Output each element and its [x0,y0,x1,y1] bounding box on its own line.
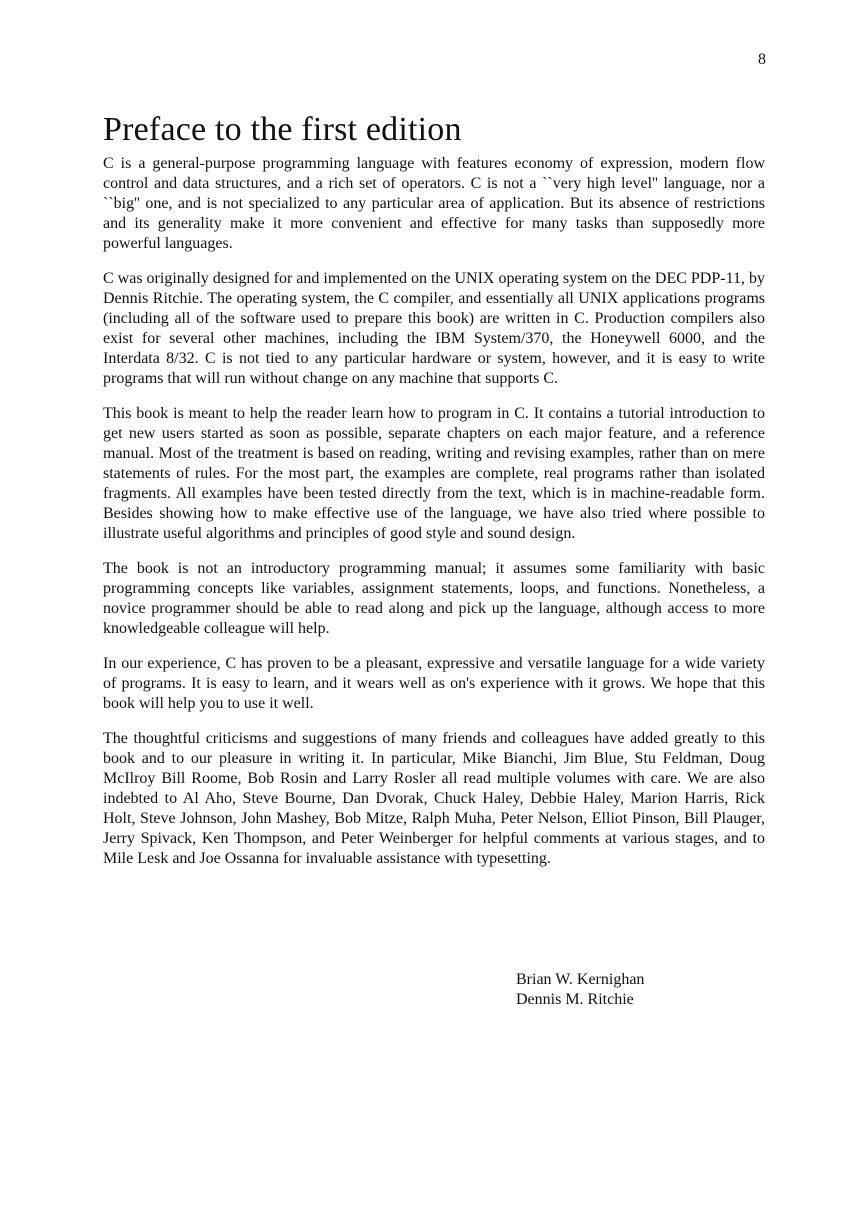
paragraph-audience: The book is not an introductory programming manual; it assumes some familiarity with basic programming concepts like variables, assignment statements, loops, and functions. Nonetheless, a novice programmer should be able to read along and pick up the language, although access to more knowledgeable colleague will help. [103,560,765,637]
preface-section [103,110,765,884]
chapter-title: Preface to the first edition [103,111,462,148]
page-number: 8 [758,51,766,68]
paragraph-acknowledgements: The thoughtful criticisms and suggestions of many friends and colleagues have added greatly to this book and to our pleasure in writing it. In particular, Mike Bianchi, Jim Blue, Stu Feldman, Doug McIlroy Bill Roome, Bob Rosin and Larry Rosler all read multiple volumes with care. We are also indebted to Al Aho, Steve Bourne, Dan Dvorak, Chuck Haley, Debbie Haley, Marion Harris, Rick Holt, Steve Johnson, John Mashey, Bob Mitze, Ralph Muha, Peter Nelson, Elliot Pinson, Bill Plauger, Jerry Spivack, Ken Thompson, and Peter Weinberger for helpful comments at various stages, and to Mile Lesk and Joe Ossanna for invaluable assistance with typesetting. [103,730,765,867]
paragraph-purpose: This book is meant to help the reader learn how to program in C. It contains a tutorial introduction to get new users started as soon as possible, separate chapters on each major feature, and a reference manual. Most of the treatment is based on reading, writing and revising examples, rather than on mere statements of rules. For the most part, the examples are complete, real programs rather than isolated fragments. All examples have been tested directly from the text, which is in machine-readable form. Besides showing how to make effective use of the language, we have also tried where possible to illustrate useful algorithms and principles of good style and sound design. [103,405,765,542]
paragraph-origin: C was originally designed for and implemented on the UNIX operating system on the DEC PDP-11, by Dennis Ritchie. The operating system, the C compiler, and essentially all UNIX applications programs (including all of the software used to prepare this book) are written in C. Production compilers also exist for several other machines, including the IBM System/370, the Honeywell 6000, and the Interdata 8/32. C is not tied to any particular hardware or system, however, and it is easy to write programs that will run without change on any machine that supports C. [103,270,765,387]
signature-block [516,970,644,1010]
paragraph-experience: In our experience, C has proven to be a pleasant, expressive and versatile language for a wide variety of programs. It is easy to learn, and it wears well as on's experience with it grows. We hope that this book will help you to use it well. [103,655,765,712]
paragraph-intro: C is a general-purpose programming language with features economy of expression, modern flow control and data structures, and a rich set of operators. C is not a ``very high level'' language, nor a ``big'' one, and is not specialized to any particular area of application. But its absence of restrictions and its generality make it more convenient and effective for many tasks than supposedly more powerful languages. [103,155,765,252]
signature-kernighan: Brian W. Kernighan [516,971,645,988]
signature-ritchie: Dennis M. Ritchie [516,991,634,1008]
